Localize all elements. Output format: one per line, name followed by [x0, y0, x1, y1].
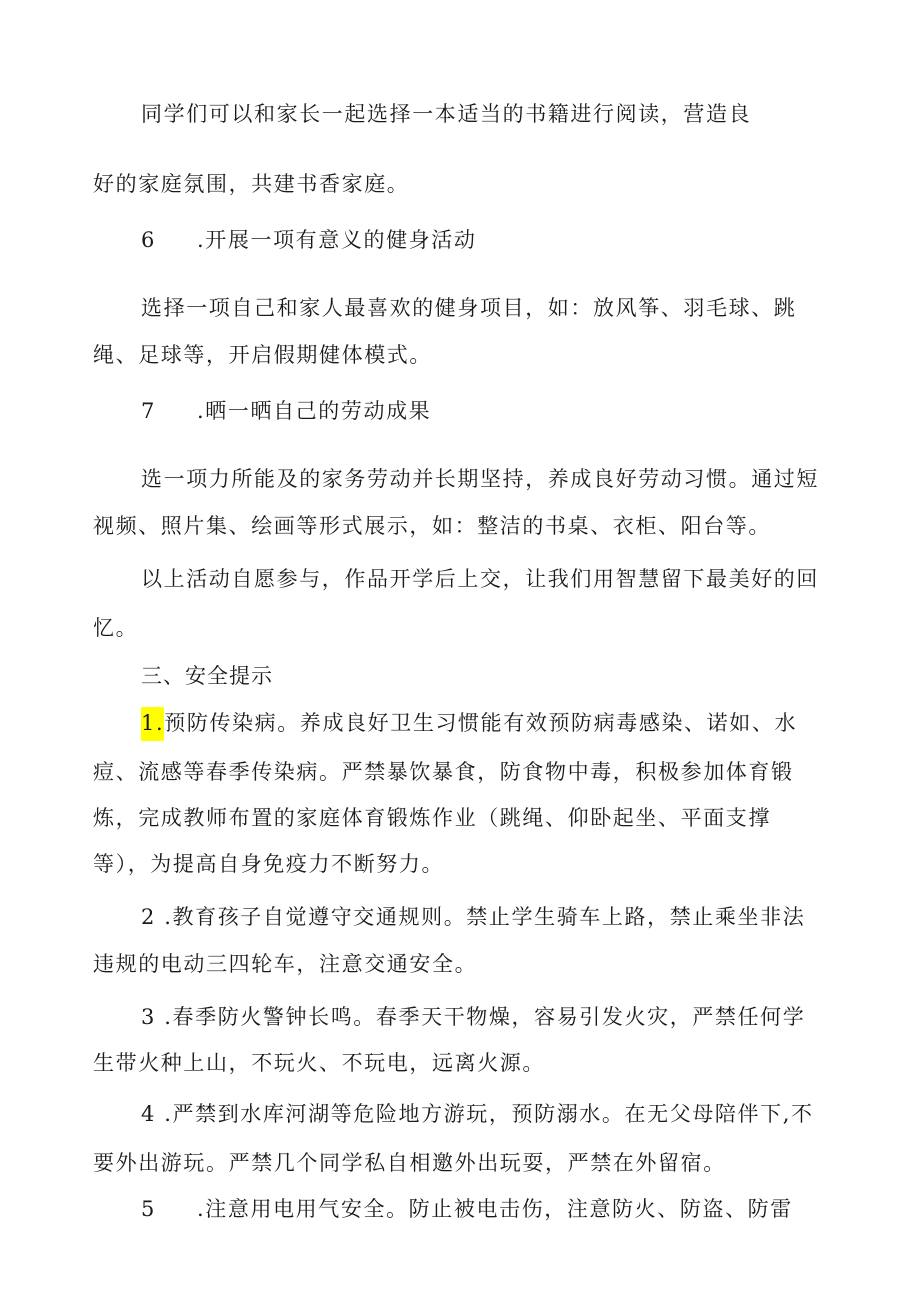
- paragraph-fitness-line-1: 选择一项自己和家人最喜欢的健身项目，如：放风筝、羽毛球、跳: [141, 296, 797, 320]
- safety-item-4-line-2: 要外出游玩。严禁几个同学私自相邀外出玩耍，严禁在外留宿。: [93, 1151, 726, 1175]
- item-5-number: 5: [141, 1197, 156, 1221]
- paragraph-reading-line-2: 好的家庭氛围，共建书香家庭。: [93, 172, 410, 196]
- safety-item-2-line-2: 违规的电动三四轮车，注意交通安全。: [93, 952, 478, 976]
- item-6-number: 6: [141, 228, 156, 252]
- paragraph-labor-line-2: 视频、照片集、绘画等形式展示，如：整洁的书桌、衣柜、阳台等。: [93, 514, 771, 538]
- item-7-title: .晒一晒自己的劳动成果: [197, 399, 432, 423]
- item-1-number-highlight: 1.: [141, 707, 164, 741]
- safety-item-1-line-1: [141, 709, 797, 737]
- item-1-text: 预防传染病。养成良好卫生习惯能有效预防病毒感染、诺如、水: [164, 711, 798, 735]
- safety-item-2-line-1: 2 .教育孩子自觉遵守交通规则。禁止学生骑车上路，禁止乘坐非法: [141, 905, 806, 929]
- item-6-title: .开展一项有意义的健身活动: [197, 228, 477, 252]
- paragraph-closing-line-2: 忆。: [93, 616, 139, 640]
- safety-item-3-line-1: 3 .春季防火警钟长鸣。春季天干物燥，容易引发火灾，严禁任何学: [141, 1005, 806, 1029]
- safety-item-1-line-2: 痘、流感等春季传染病。严禁暴饮暴食，防食物中毒，积极参加体育锻: [93, 760, 794, 784]
- item-6-heading: [141, 226, 476, 254]
- paragraph-closing-line-1: 以上活动自愿参与，作品开学后上交，让我们用智慧留下最美好的回: [141, 567, 819, 591]
- paragraph-labor-line-1: 选一项力所能及的家务劳动并长期坚持，养成良好劳动习惯。通过短: [141, 467, 819, 491]
- item-5-text: .注意用电用气安全。防止被电击伤，注意防火、防盗、防雷: [197, 1197, 793, 1221]
- safety-item-1-line-3: 炼，完成教师布置的家庭体育锻炼作业（跳绳、仰卧起坐、平面支撑: [93, 806, 771, 830]
- safety-item-5-line-1: [141, 1195, 793, 1223]
- item-7-heading: [141, 397, 431, 425]
- safety-item-4-line-1: 4 .严禁到水库河湖等危险地方游玩，预防溺水。在无父母陪伴下,不: [141, 1102, 814, 1126]
- section-3-heading: 三、安全提示: [141, 664, 273, 688]
- paragraph-fitness-line-2: 绳、足球等，开启假期健体模式。: [93, 343, 432, 367]
- paragraph-reading-line-1: 同学们可以和家长一起选择一本适当的书籍进行阅读，营造良: [141, 102, 752, 126]
- item-7-number: 7: [141, 399, 156, 423]
- safety-item-3-line-2: 生带火种上山，不玩火、不玩电，远离火源。: [93, 1051, 545, 1075]
- safety-item-1-line-4: 等），为提高自身免疫力不断努力。: [93, 852, 445, 876]
